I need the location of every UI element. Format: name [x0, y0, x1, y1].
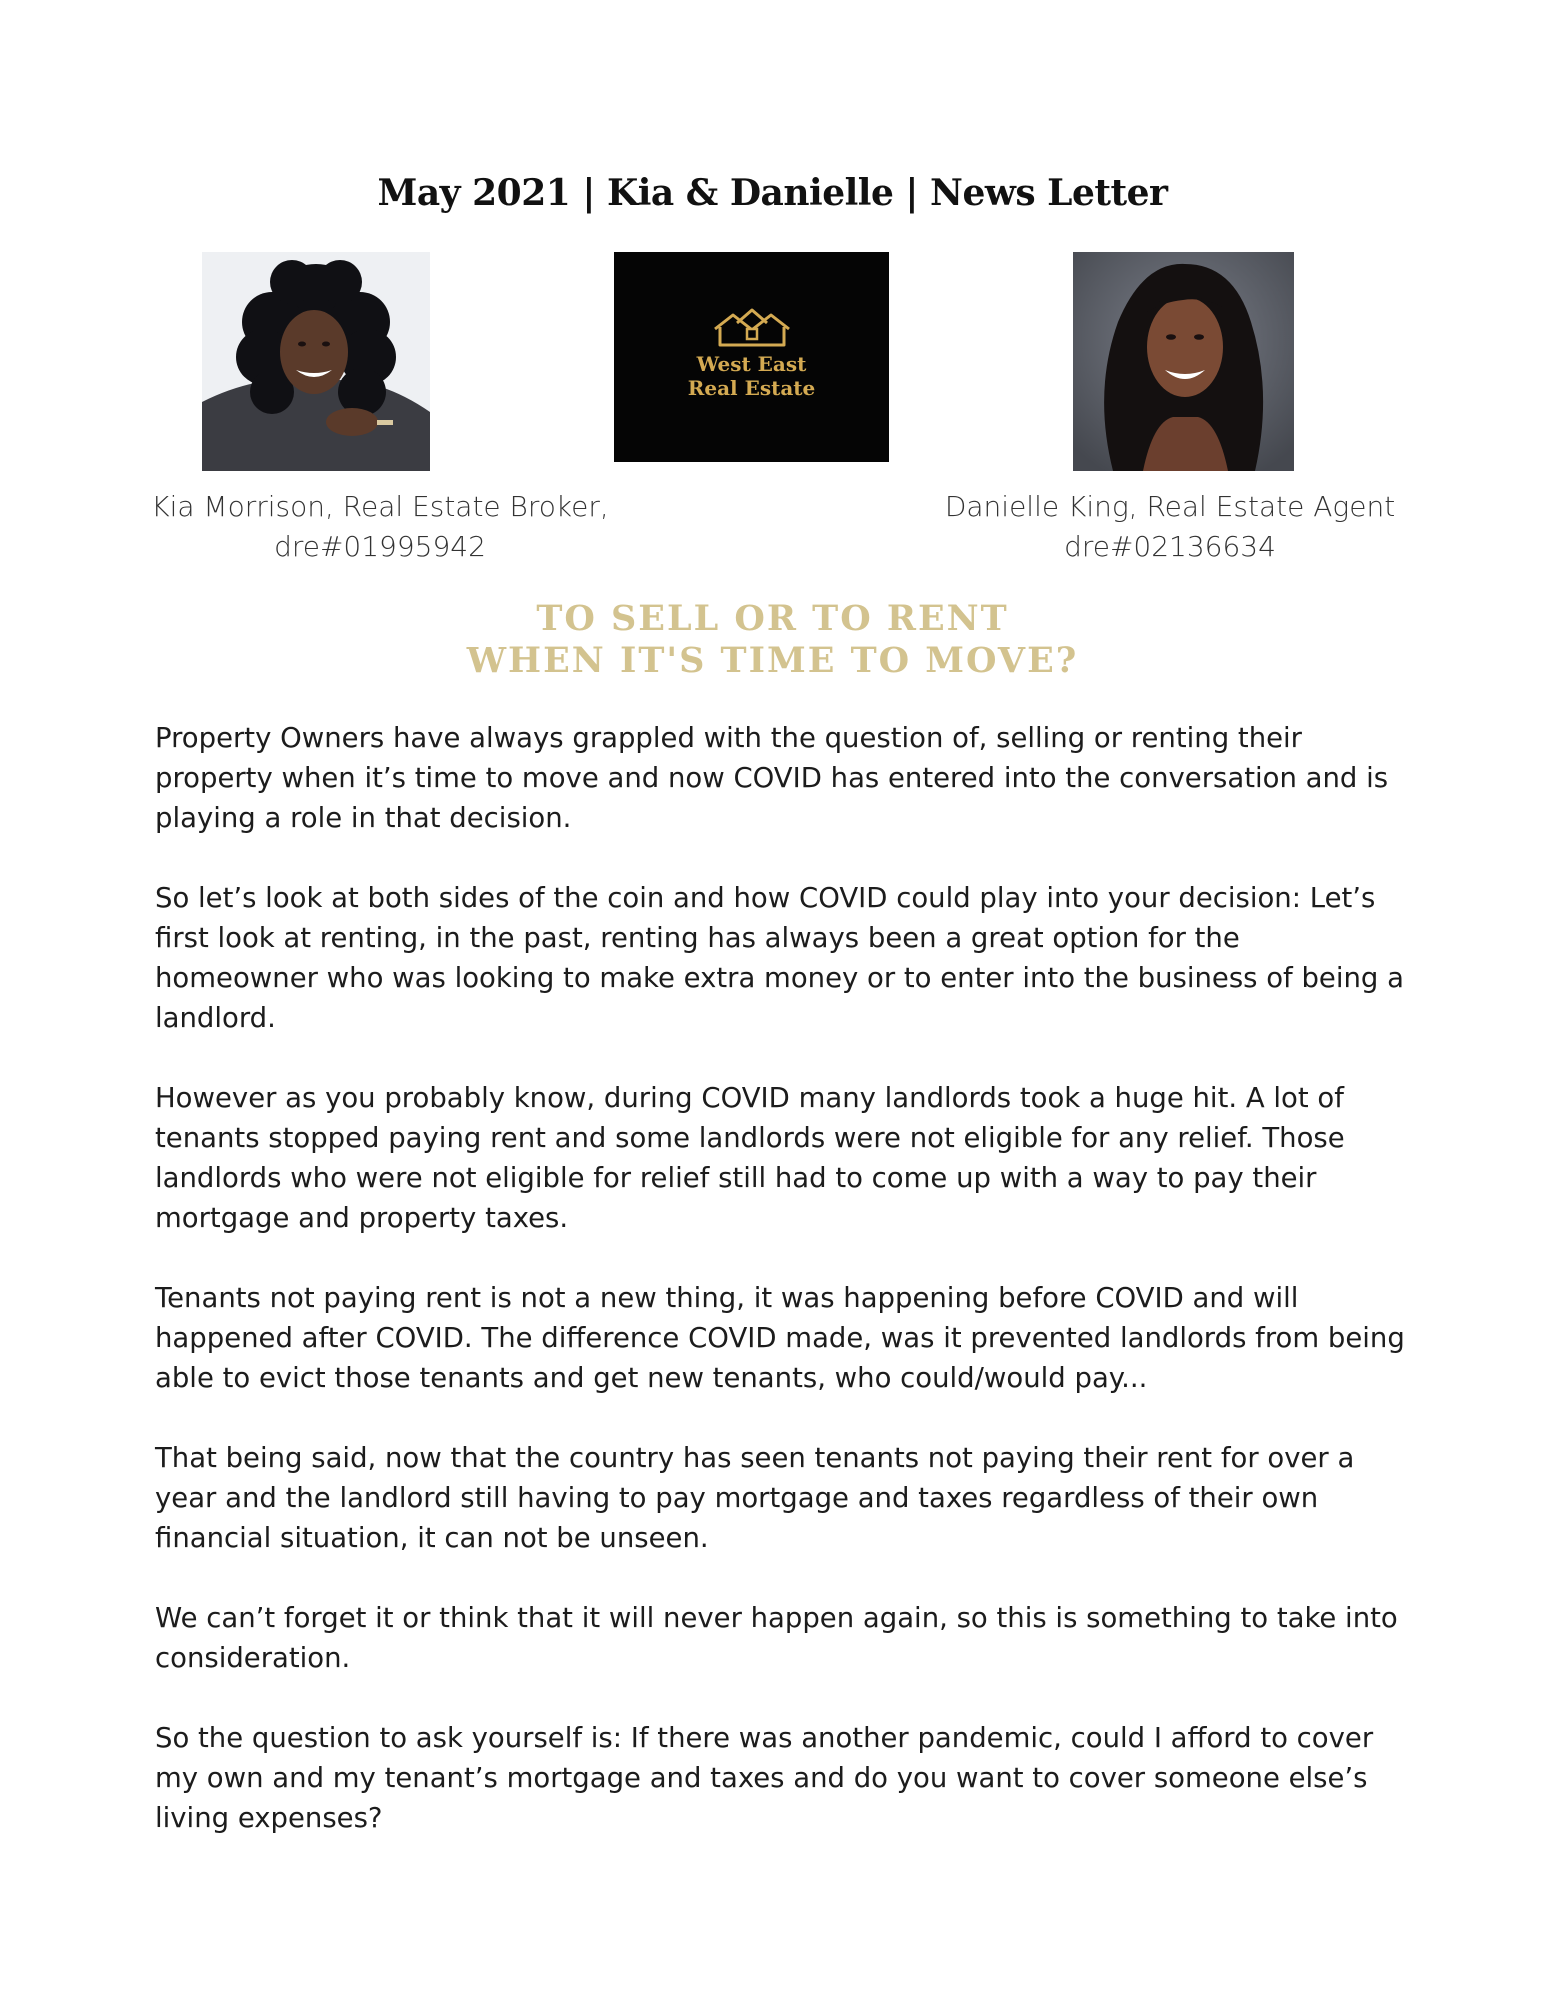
- headline-line-2: WHEN IT'S TIME TO MOVE?: [466, 640, 1079, 681]
- paragraph: So let’s look at both sides of the coin and how COVID could play into your decision: Let’s first look at renting, in the past, renting has always been a great option for the homeowner who was looking to make extra money or to enter into the business of being a landlord.: [155, 882, 1404, 1034]
- kia-caption: [120, 487, 640, 567]
- article-body: [155, 718, 1405, 1878]
- kia-portrait-image: [202, 252, 430, 471]
- paragraph: That being said, now that the country has seen tenants not paying their rent for over a year and the landlord still having to pay mortgage and taxes regardless of their own financial situation, it can not be unseen.: [155, 1442, 1355, 1554]
- paragraph: So the question to ask yourself is: If there was another pandemic, could I afford to cover my own and my tenant’s mortgage and taxes and do you want to cover someone else’s living expenses?: [155, 1722, 1374, 1834]
- logo-line-2: Real Estate: [687, 376, 816, 400]
- kia-name-title: Kia Morrison, Real Estate Broker,: [151, 490, 609, 523]
- kia-license: dre#01995942: [274, 530, 486, 563]
- paragraph: However as you probably know, during COVID many landlords took a huge hit. A lot of tenants stopped paying rent and some landlords were not eligible for any relief. Those landlords who were not eligible for relief still had to come up with a way to pay their mortgage and property taxes.: [155, 1082, 1345, 1234]
- danielle-name-title: Danielle King, Real Estate Agent: [944, 490, 1396, 523]
- danielle-caption: [900, 487, 1440, 567]
- west-east-real-estate-logo: [614, 252, 889, 462]
- danielle-portrait-image: [1073, 252, 1294, 471]
- paragraph: Tenants not paying rent is not a new thing, it was happening before COVID and will happened after COVID. The difference COVID made, was it prevented landlords from being able to evict those tenants and get new tenants, who could/would pay...: [155, 1282, 1405, 1394]
- houses-icon: [711, 307, 793, 349]
- kia-morrison-photo: [202, 252, 430, 471]
- logo-line-1: West East: [696, 352, 807, 376]
- danielle-license: dre#02136634: [1064, 530, 1276, 563]
- newsletter-title: May 2021 | Kia & Danielle | News Letter: [377, 172, 1168, 214]
- headline-line-1: TO SELL OR TO RENT: [536, 598, 1009, 639]
- paragraph: Property Owners have always grappled with the question of, selling or renting their property when it’s time to move and now COVID has entered into the conversation and is playing a role in that decision.: [155, 722, 1389, 834]
- paragraph: We can’t forget it or think that it will never happen again, so this is something to take into consideration.: [155, 1602, 1398, 1674]
- danielle-king-photo: [1073, 252, 1294, 471]
